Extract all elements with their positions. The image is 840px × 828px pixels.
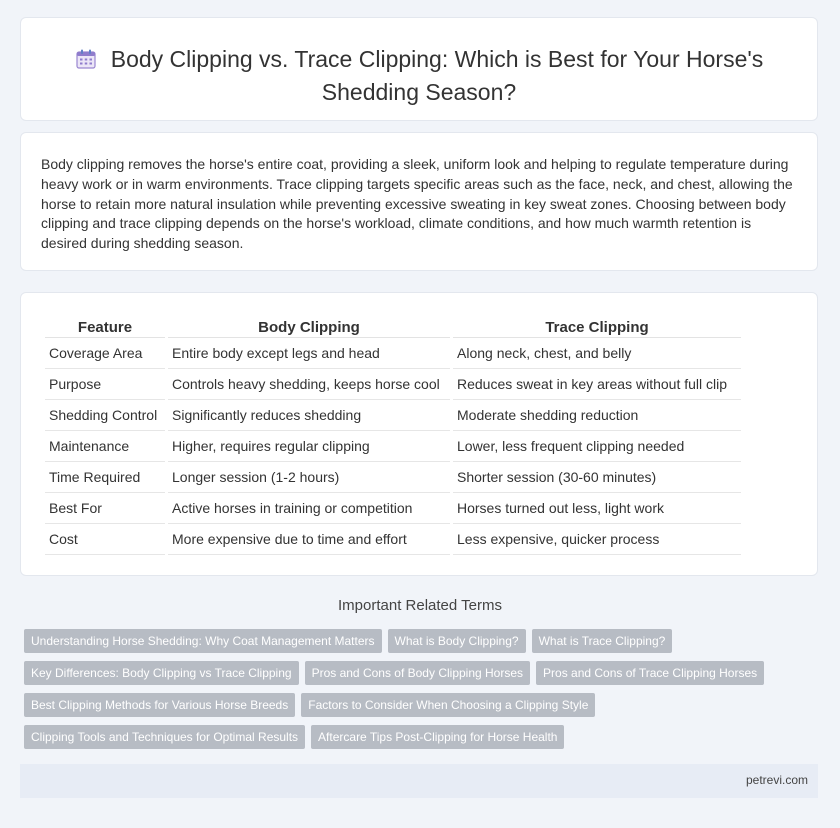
table-cell: Longer session (1-2 hours) — [168, 462, 450, 493]
related-term-link[interactable]: Pros and Cons of Trace Clipping Horses — [536, 661, 764, 685]
table-row — [45, 338, 741, 369]
intro-card — [20, 132, 818, 271]
table-cell: Coverage Area — [45, 338, 165, 369]
table-cell: Cost — [45, 524, 165, 555]
table-cell: Time Required — [45, 462, 165, 493]
header-trace-clipping: Trace Clipping — [453, 317, 741, 338]
calendar-icon — [75, 47, 97, 77]
header-card — [20, 17, 818, 121]
table-cell: More expensive due to time and effort — [168, 524, 450, 555]
intro-paragraph: Body clipping removes the horse's entire coat, providing a sleek, uniform look and helping to regulate temperature during heavy work or in warm environments. Trace clipping targets specific areas such as the face, neck, and chest, allowing the horse to retain more natural insulation while preventing excessive sweating in key sweat zones. Choosing between body clipping and trace clipping depends on the horse's workload, climate conditions, and how much warmth retention is desired during shedding season. — [41, 156, 793, 252]
related-term-link[interactable]: Understanding Horse Shedding: Why Coat Management Matters — [24, 629, 382, 653]
table-cell: Best For — [45, 493, 165, 524]
related-term-link[interactable]: Aftercare Tips Post-Clipping for Horse Health — [311, 725, 564, 749]
table-row — [45, 524, 741, 555]
table-row — [45, 400, 741, 431]
title-line-2: Shedding Season? — [321, 79, 517, 105]
table-cell: Controls heavy shedding, keeps horse cool — [168, 369, 450, 400]
related-terms-list — [24, 629, 824, 757]
related-term-link[interactable]: Pros and Cons of Body Clipping Horses — [305, 661, 530, 685]
table-cell: Horses turned out less, light work — [453, 493, 741, 524]
footer — [20, 764, 818, 798]
comparison-table — [42, 317, 744, 555]
table-cell: Maintenance — [45, 431, 165, 462]
table-row — [45, 431, 741, 462]
related-terms-title: Important Related Terms — [338, 597, 502, 614]
table-cell: Moderate shedding reduction — [453, 400, 741, 431]
related-term-link[interactable]: Best Clipping Methods for Various Horse Breeds — [24, 693, 295, 717]
comparison-card — [20, 292, 818, 576]
table-row — [45, 369, 741, 400]
table-cell: Active horses in training or competition — [168, 493, 450, 524]
related-term-link[interactable]: Key Differences: Body Clipping vs Trace Clipping — [24, 661, 299, 685]
table-cell: Shorter session (30-60 minutes) — [453, 462, 741, 493]
table-cell: Entire body except legs and head — [168, 338, 450, 369]
table-cell: Less expensive, quicker process — [453, 524, 741, 555]
table-cell: Reduces sweat in key areas without full clip — [453, 369, 741, 400]
table-cell: Higher, requires regular clipping — [168, 431, 450, 462]
table-cell: Purpose — [45, 369, 165, 400]
related-term-link[interactable]: What is Trace Clipping? — [532, 629, 673, 653]
table-cell: Along neck, chest, and belly — [453, 338, 741, 369]
related-term-link[interactable]: Clipping Tools and Techniques for Optimal Results — [24, 725, 305, 749]
footer-site-link[interactable]: petrevi.com — [745, 773, 808, 787]
table-cell: Lower, less frequent clipping needed — [453, 431, 741, 462]
table-cell: Significantly reduces shedding — [168, 400, 450, 431]
header-feature: Feature — [45, 317, 165, 338]
related-term-link[interactable]: What is Body Clipping? — [388, 629, 526, 653]
table-header-row — [45, 317, 741, 338]
related-term-link[interactable]: Factors to Consider When Choosing a Clipping Style — [301, 693, 595, 717]
table-row — [45, 462, 741, 493]
title-line-1: Body Clipping vs. Trace Clipping: Which is Best for Your Horse's — [110, 46, 764, 72]
page-title — [21, 44, 817, 107]
table-cell: Shedding Control — [45, 400, 165, 431]
table-row — [45, 493, 741, 524]
header-body-clipping: Body Clipping — [168, 317, 450, 338]
